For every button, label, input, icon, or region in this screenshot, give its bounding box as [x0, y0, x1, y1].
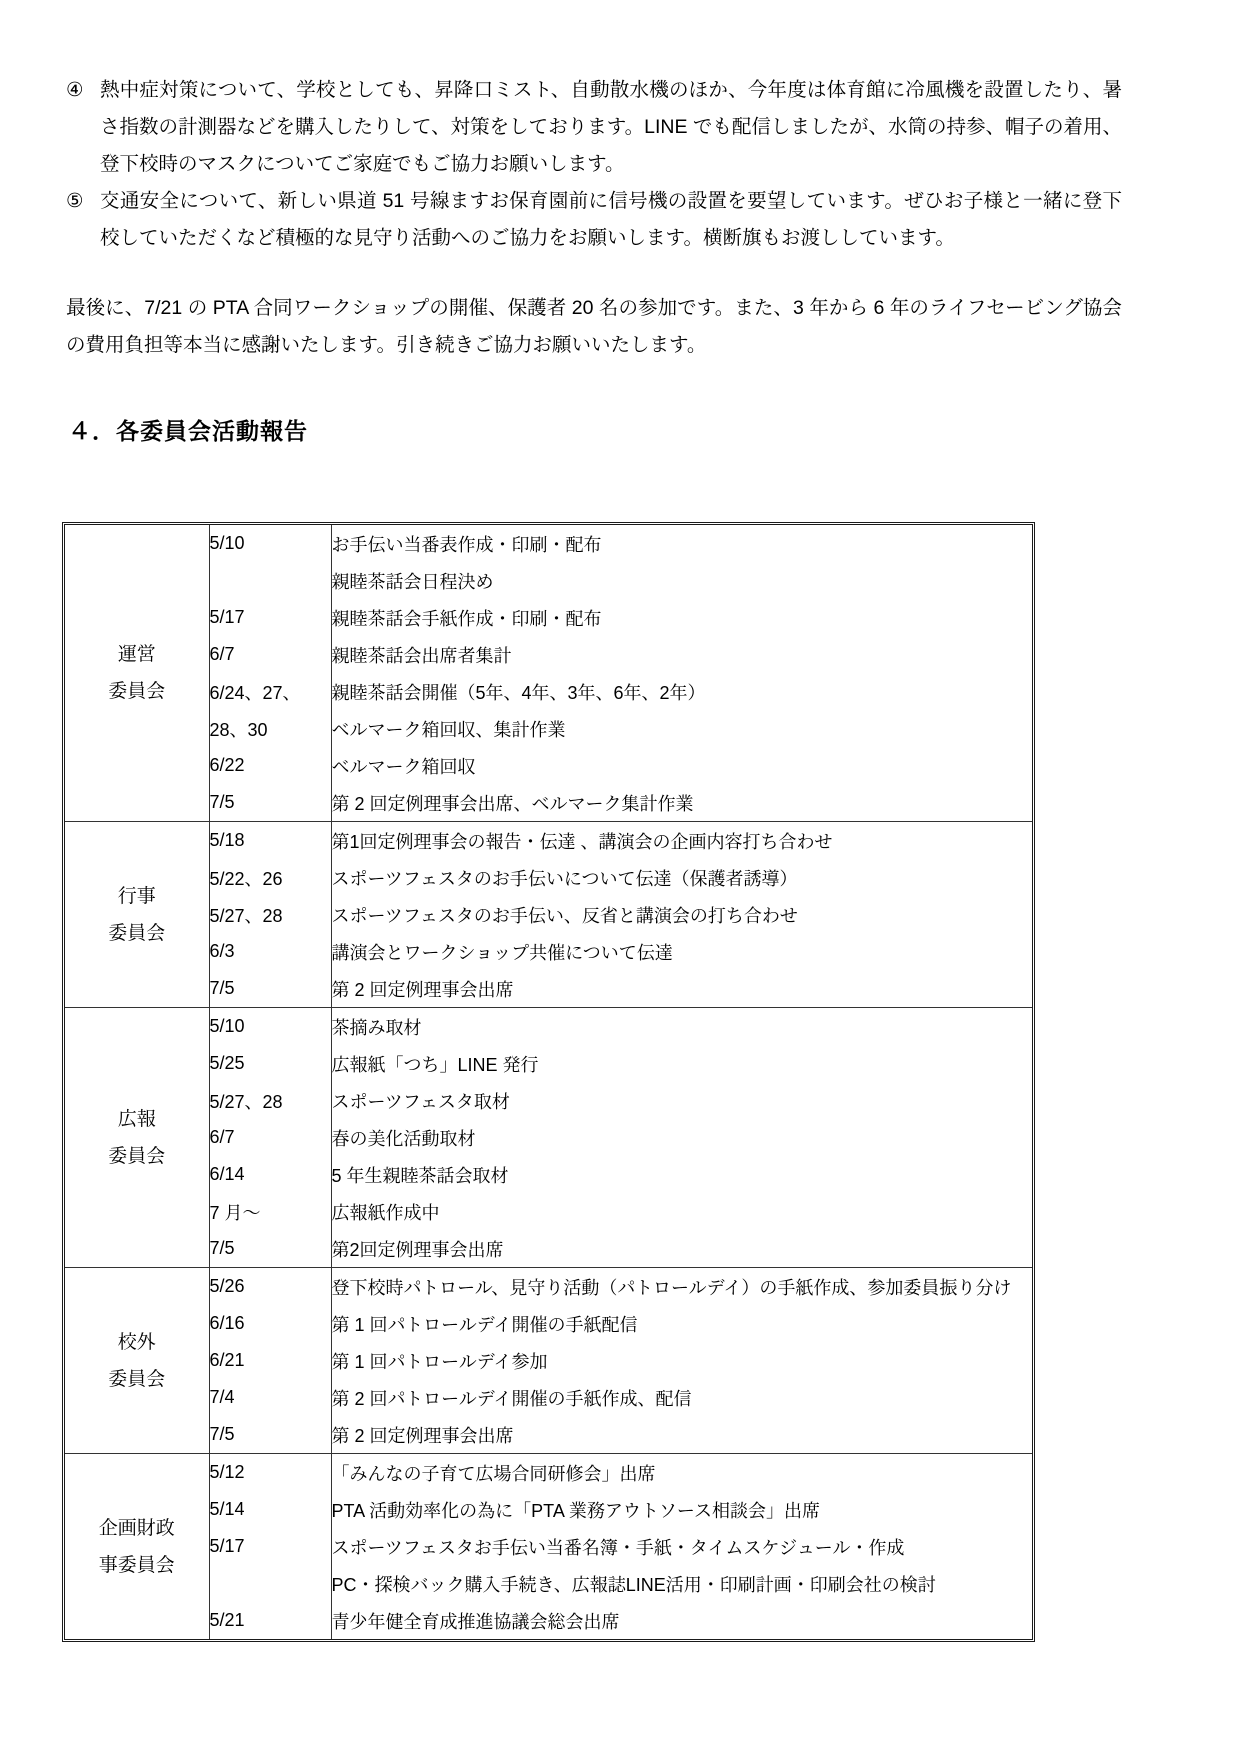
closing-paragraph: 最後に、7/21 の PTA 合同ワークショップの開催、保護者 20 名の参加です。また、3 年から 6 年のライフセービング協会の費用負担等本当に感謝いたします。引き続きご協力お願いいたします。: [66, 297, 1122, 356]
committee-name-cell: [65, 525, 209, 822]
activity-cell: ベルマーク箱回収: [331, 756, 476, 777]
date-cell: 5/25: [209, 1045, 331, 1082]
committee-name-line: 行事: [117, 885, 156, 907]
committee-activity-table: [65, 525, 1032, 1639]
date-cell: 5/14: [209, 1491, 331, 1528]
numbered-list: [66, 72, 1122, 257]
committee-name-line: 委員会: [108, 1368, 166, 1390]
date-cell: 7/5: [209, 1416, 331, 1454]
table-row: [65, 1416, 1032, 1454]
table-row: [65, 710, 1032, 747]
table-row: [65, 1528, 1032, 1565]
table-row: [65, 896, 1032, 933]
table-row: [65, 933, 1032, 970]
list-item-5-text: 交通安全について、新しい県道 51 号線ますお保育園前に信号機の設置を要望しています。ぜひお子様と一緒に登下校していただくなど積極的な見守り活動へのご協力をお願いします。横断旗もお渡ししています。: [100, 190, 1122, 249]
activity-cell: 第 2 回定例理事会出席、ベルマーク集計作業: [331, 793, 694, 814]
activity-cell: ベルマーク箱回収、集計作業: [331, 719, 566, 740]
date-cell: 5/10: [209, 1008, 331, 1046]
section-heading: ４．各委員会活動報告: [68, 418, 308, 444]
committee-name-cell: [65, 1268, 209, 1454]
date-cell: 5/21: [209, 1602, 331, 1639]
table-row: [65, 525, 1032, 562]
committee-name-line: 校外: [117, 1331, 156, 1353]
date-cell: 6/24、27、: [209, 673, 331, 710]
date-cell: 6/21: [209, 1342, 331, 1379]
activity-cell: スポーツフェスタのお手伝い、反省と講演会の打ち合わせ: [331, 905, 798, 926]
committee-name-line: 事委員会: [98, 1554, 175, 1576]
table-row: [65, 1193, 1032, 1230]
list-item-5-marker: ⑤: [66, 190, 84, 212]
activity-cell: 親睦茶話会日程決め: [331, 571, 494, 592]
date-cell: 6/7: [209, 1119, 331, 1156]
list-item-5: [66, 183, 1122, 257]
table-row: [65, 1454, 1032, 1492]
table-row: [65, 1082, 1032, 1119]
date-cell: 5/22、26: [209, 859, 331, 896]
date-cell: 6/22: [209, 747, 331, 784]
committee-table-body: [65, 525, 1032, 1639]
activity-cell: PTA 活動効率化の為に「PTA 業務アウトソース相談会」出席: [331, 1500, 820, 1521]
table-row: [65, 1342, 1032, 1379]
table-row: [65, 784, 1032, 822]
date-cell: 5/26: [209, 1268, 331, 1306]
activity-cell: 第 1 回パトロールデイ開催の手紙配信: [331, 1314, 638, 1335]
table-row: [65, 1008, 1032, 1046]
date-cell: 7/5: [209, 1230, 331, 1268]
date-cell: 5/10: [209, 525, 331, 562]
date-cell: 5/27、28: [209, 896, 331, 933]
table-row: [65, 599, 1032, 636]
table-row: [65, 1119, 1032, 1156]
table-row: [65, 673, 1032, 710]
activity-cell: 広報紙作成中: [331, 1202, 440, 1223]
date-cell: [209, 1565, 331, 1602]
activity-cell: 講演会とワークショップ共催について伝達: [331, 942, 673, 963]
activity-cell: 登下校時パトロール、見守り活動（パトロールデイ）の手紙作成、参加委員振り分け: [331, 1268, 1032, 1306]
committee-name-line: 委員会: [108, 681, 166, 702]
date-cell: 6/7: [209, 636, 331, 673]
table-row: [65, 1268, 1032, 1306]
activity-cell: 第 2 回パトロールデイ開催の手紙作成、配信: [331, 1388, 692, 1409]
activity-cell: 親睦茶話会手紙作成・印刷・配布: [331, 608, 602, 629]
date-cell: 5/18: [209, 822, 331, 860]
activity-cell: 春の美化活動取材: [331, 1128, 476, 1149]
committee-name-line: 委員会: [108, 922, 166, 944]
activity-cell: 親睦茶話会出席者集計: [331, 645, 512, 666]
table-row: [65, 1156, 1032, 1193]
date-cell: 5/27、28: [209, 1082, 331, 1119]
activity-cell: 第 1 回パトロールデイ参加: [331, 1351, 548, 1372]
list-item-4-text: 熱中症対策について、学校としても、昇降口ミスト、自動散水機のほか、今年度は体育館に冷風機を設置したり、暑さ指数の計測器などを購入したりして、対策をしております。LINE でも配信しましたが、水筒の持参、帽子の着用、登下校時のマスクについてご家庭でもご協力お願いします。: [100, 79, 1122, 175]
date-cell: 7/5: [209, 784, 331, 822]
activity-cell: スポーツフェスタお手伝い当番名簿・手紙・タイムスケジュール・作成: [331, 1537, 905, 1558]
list-item-4: [66, 72, 1122, 183]
date-cell: 28、30: [209, 710, 331, 747]
date-cell: 6/3: [209, 933, 331, 970]
activity-cell: 第 2 回定例理事会出席: [331, 979, 514, 1000]
table-row: [65, 1230, 1032, 1268]
table-row: [65, 1491, 1032, 1528]
table-row: [65, 562, 1032, 599]
activity-cell: 「みんなの子育て広場合同研修会」出席: [331, 1454, 1032, 1492]
committee-name-line: 運営: [117, 644, 156, 665]
activity-cell: 第 2 回定例理事会出席: [331, 1425, 514, 1446]
table-row: [65, 859, 1032, 896]
date-cell: 6/14: [209, 1156, 331, 1193]
table-row: [65, 636, 1032, 673]
date-cell: [209, 562, 331, 599]
committee-name-cell: [65, 822, 209, 1008]
table-row: [65, 1379, 1032, 1416]
committee-name-line: 広報: [117, 1108, 156, 1130]
committee-name-cell: [65, 1008, 209, 1268]
table-row: [65, 1565, 1032, 1602]
activity-cell: PC・探検バック購入手続き、広報誌LINE活用・印刷計画・印刷会社の検討: [331, 1574, 936, 1595]
table-row: [65, 822, 1032, 860]
date-cell: 7/4: [209, 1379, 331, 1416]
committee-name-cell: [65, 1454, 209, 1640]
committee-name-line: 企画財政: [98, 1517, 175, 1539]
list-item-4-marker: ④: [66, 79, 84, 101]
committee-name-line: 委員会: [108, 1145, 166, 1167]
table-row: [65, 970, 1032, 1008]
committee-activity-table-border: [62, 522, 1035, 1642]
date-cell: 6/16: [209, 1305, 331, 1342]
date-cell: 5/12: [209, 1454, 331, 1492]
activity-cell: 茶摘み取材: [331, 1008, 1032, 1046]
table-row: [65, 747, 1032, 784]
activity-cell: スポーツフェスタのお手伝いについて伝達（保護者誘導）: [331, 868, 798, 889]
activity-cell: 青少年健全育成推進協議会総会出席: [331, 1611, 620, 1632]
date-cell: 5/17: [209, 599, 331, 636]
date-cell: 5/17: [209, 1528, 331, 1565]
activity-cell: 広報紙「つち」LINE 発行: [331, 1054, 539, 1075]
table-row: [65, 1305, 1032, 1342]
date-cell: 7/5: [209, 970, 331, 1008]
activity-cell: 親睦茶話会開催（5年、4年、3年、6年、2年）: [331, 682, 706, 703]
date-cell: 7 月～: [209, 1193, 331, 1230]
activity-cell: 第1回定例理事会の報告・伝達 、講演会の企画内容打ち合わせ: [331, 822, 1032, 860]
table-row: [65, 1602, 1032, 1639]
activity-cell: 5 年生親睦茶話会取材: [331, 1165, 509, 1186]
activity-cell: お手伝い当番表作成・印刷・配布: [331, 534, 602, 555]
activity-cell: 第2回定例理事会出席: [331, 1239, 504, 1260]
table-row: [65, 1045, 1032, 1082]
activity-cell: スポーツフェスタ取材: [331, 1091, 510, 1112]
